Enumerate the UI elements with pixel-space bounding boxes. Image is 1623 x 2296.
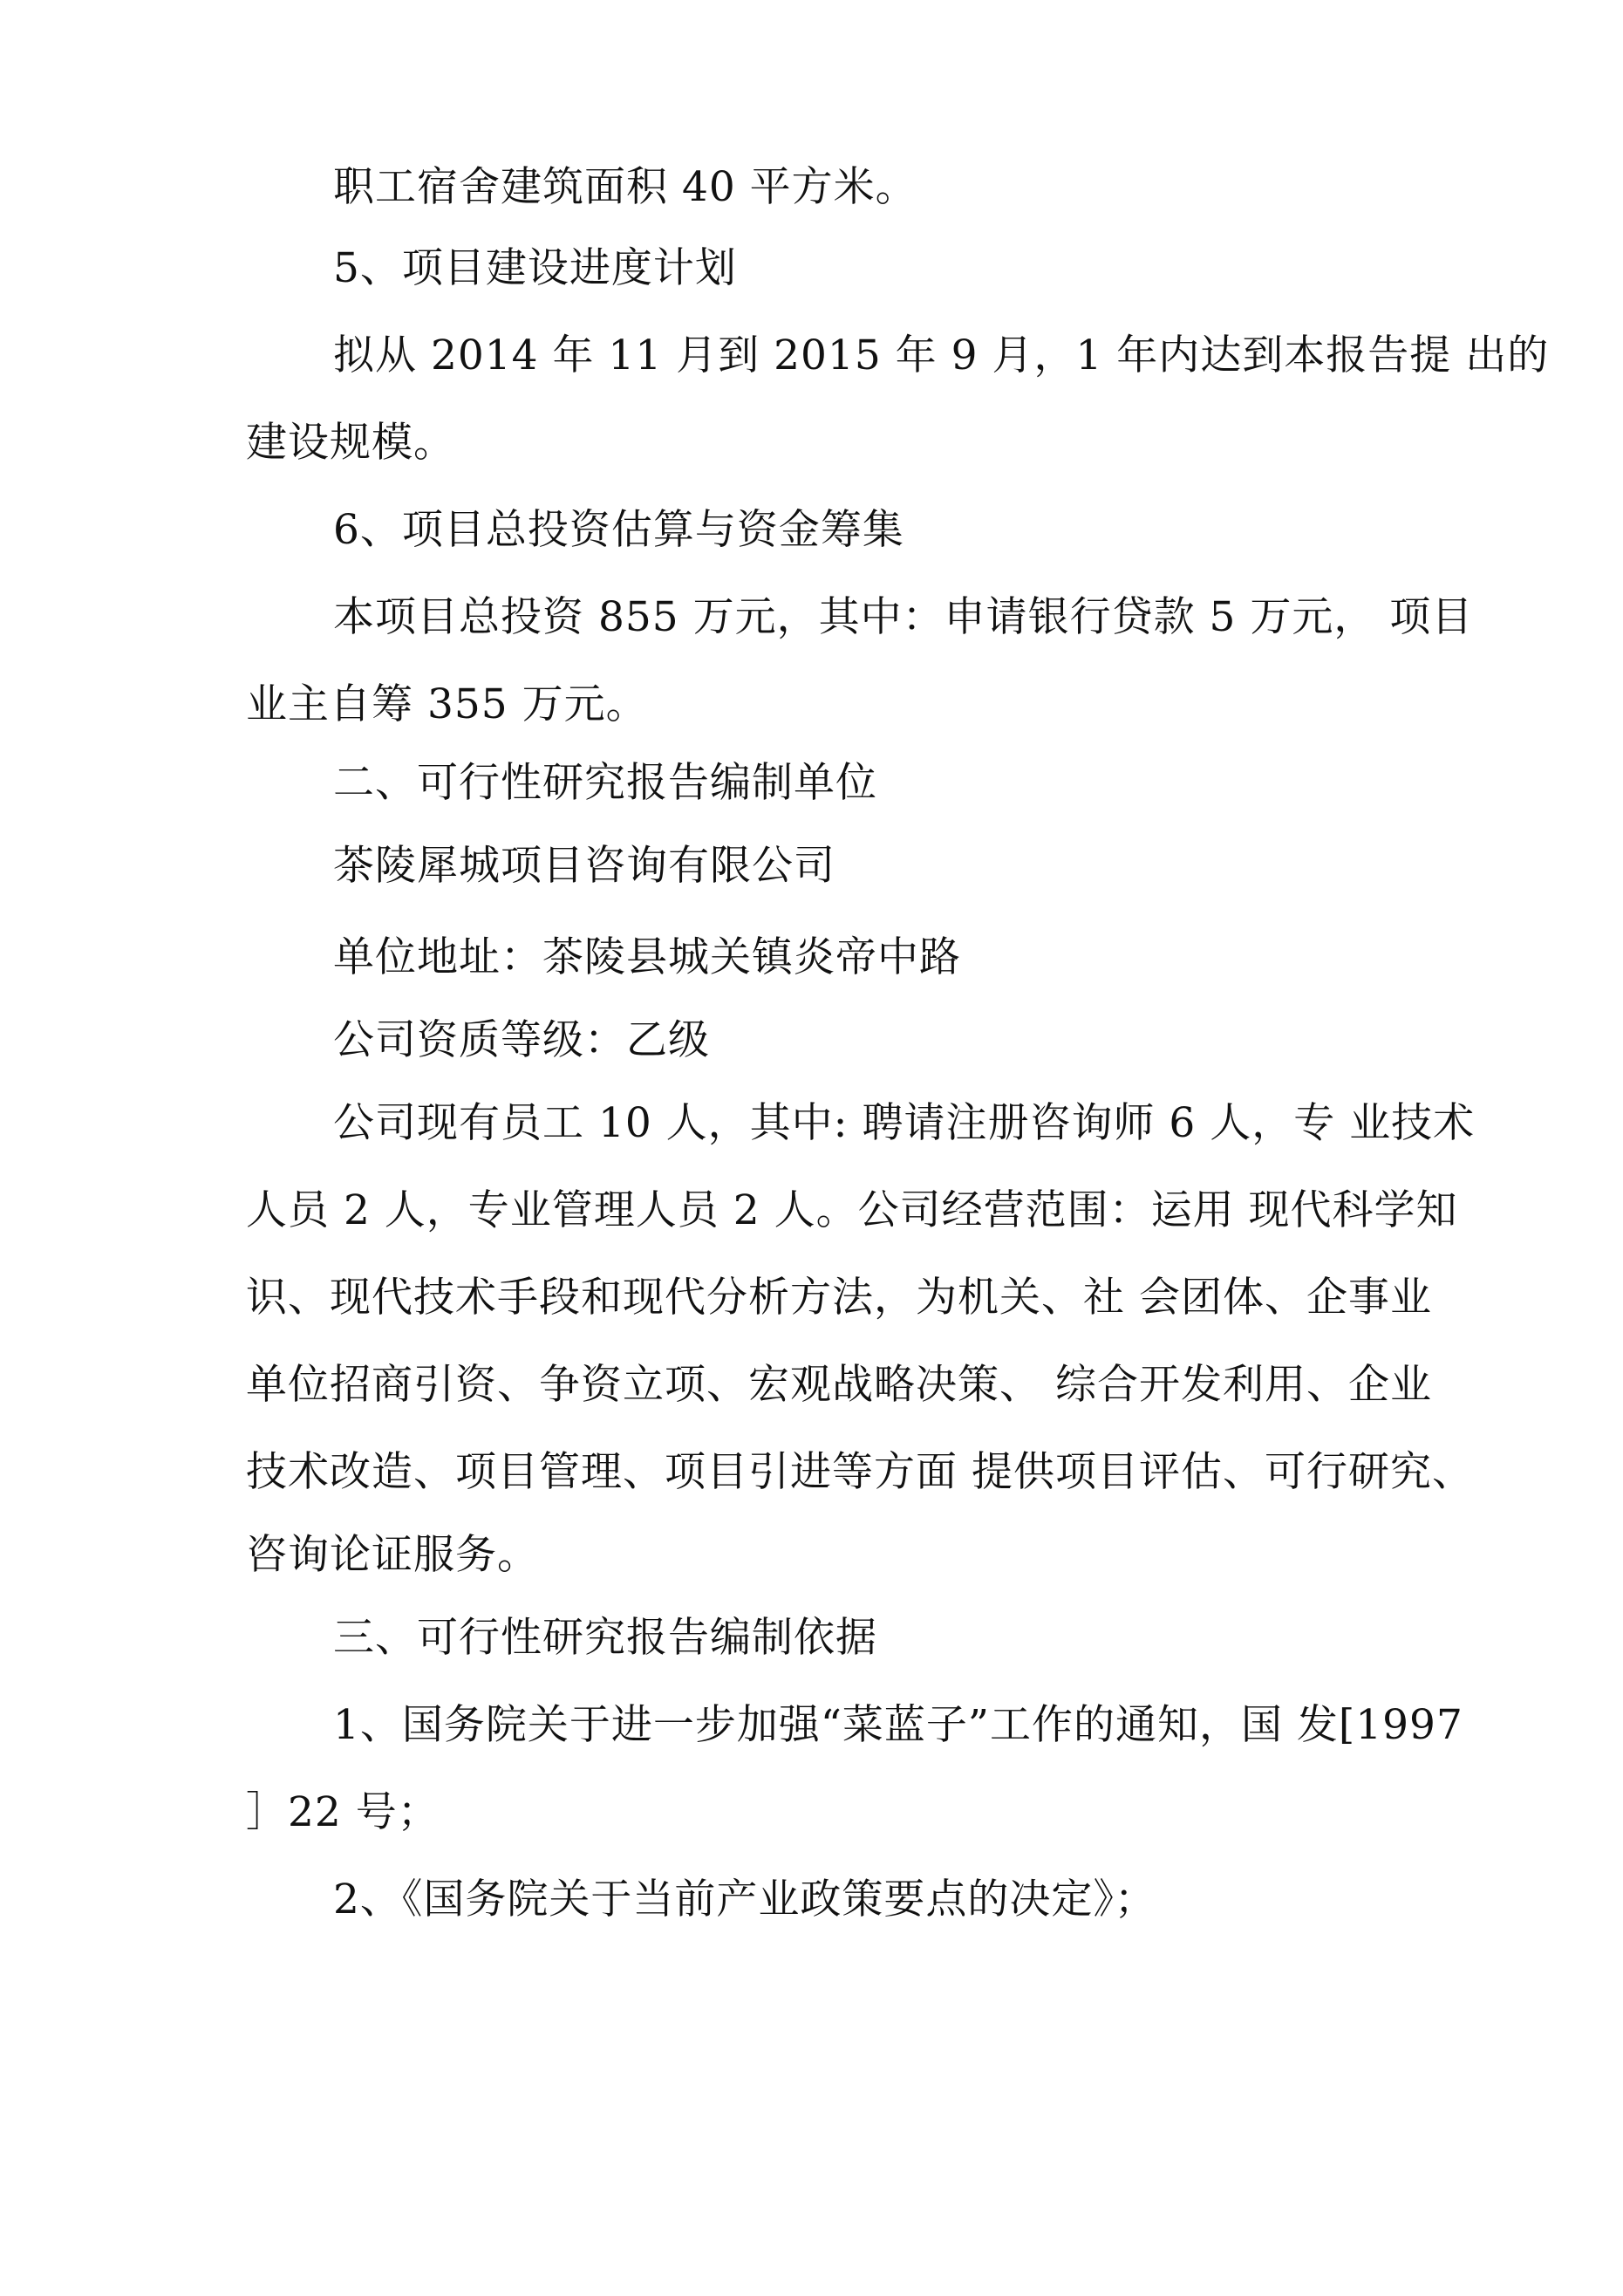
text-line-14: 识、现代技术手段和现代分析方法，为机关、社 会团体、企事业 bbox=[246, 1274, 1432, 1322]
company-name: 茶陵犀城项目咨询有限公司 bbox=[333, 842, 835, 890]
text-line-4: 建设规模。 bbox=[246, 419, 455, 467]
section-heading-6: 6、项目总投资估算与资金筹集 bbox=[333, 506, 904, 554]
company-qualification: 公司资质等级：乙级 bbox=[333, 1016, 710, 1064]
text-line-1: 职工宿舍建筑面积 40 平方米。 bbox=[333, 163, 917, 211]
section-heading-5: 5、项目建设进度计划 bbox=[333, 244, 737, 292]
text-line-21: 2、《国务院关于当前产业政策要点的决定》； bbox=[333, 1876, 1156, 1924]
text-line-12: 公司现有员工 10 人，其中: 聘请注册咨询师 6 人，专 业技术 bbox=[333, 1099, 1476, 1147]
text-line-7: 业主自筹 355 万元。 bbox=[246, 680, 648, 728]
section-heading-2: 二、可行性研究报告编制单位 bbox=[333, 759, 877, 807]
text-line-13: 人员 2 人，专业管理人员 2 人。公司经营范围：运用 现代科学知 bbox=[246, 1186, 1458, 1234]
text-line-16: 技术改造、项目管理、项目引进等方面 提供项目评估、可行研究、 bbox=[246, 1448, 1474, 1496]
text-line-20: ］22 号； bbox=[246, 1788, 440, 1836]
text-line-17: 咨询论证服务。 bbox=[246, 1531, 539, 1579]
text-line-15: 单位招商引资、争资立项、宏观战略决策、 综合开发利用、企业 bbox=[246, 1361, 1432, 1409]
text-line-6: 本项目总投资 855 万元，其中：申请银行贷款 5 万元， 项目 bbox=[333, 593, 1474, 641]
text-line-19: 1、国务院关于进一步加强“菜蓝子”工作的通知，国 发[1997 bbox=[333, 1701, 1463, 1749]
text-line-3: 拟从 2014 年 11 月到 2015 年 9 月，1 年内达到本报告提 出的 bbox=[333, 331, 1550, 379]
company-address: 单位地址：茶陵县城关镇炎帝中路 bbox=[333, 933, 961, 981]
section-heading-3: 三、可行性研究报告编制依据 bbox=[333, 1614, 877, 1662]
